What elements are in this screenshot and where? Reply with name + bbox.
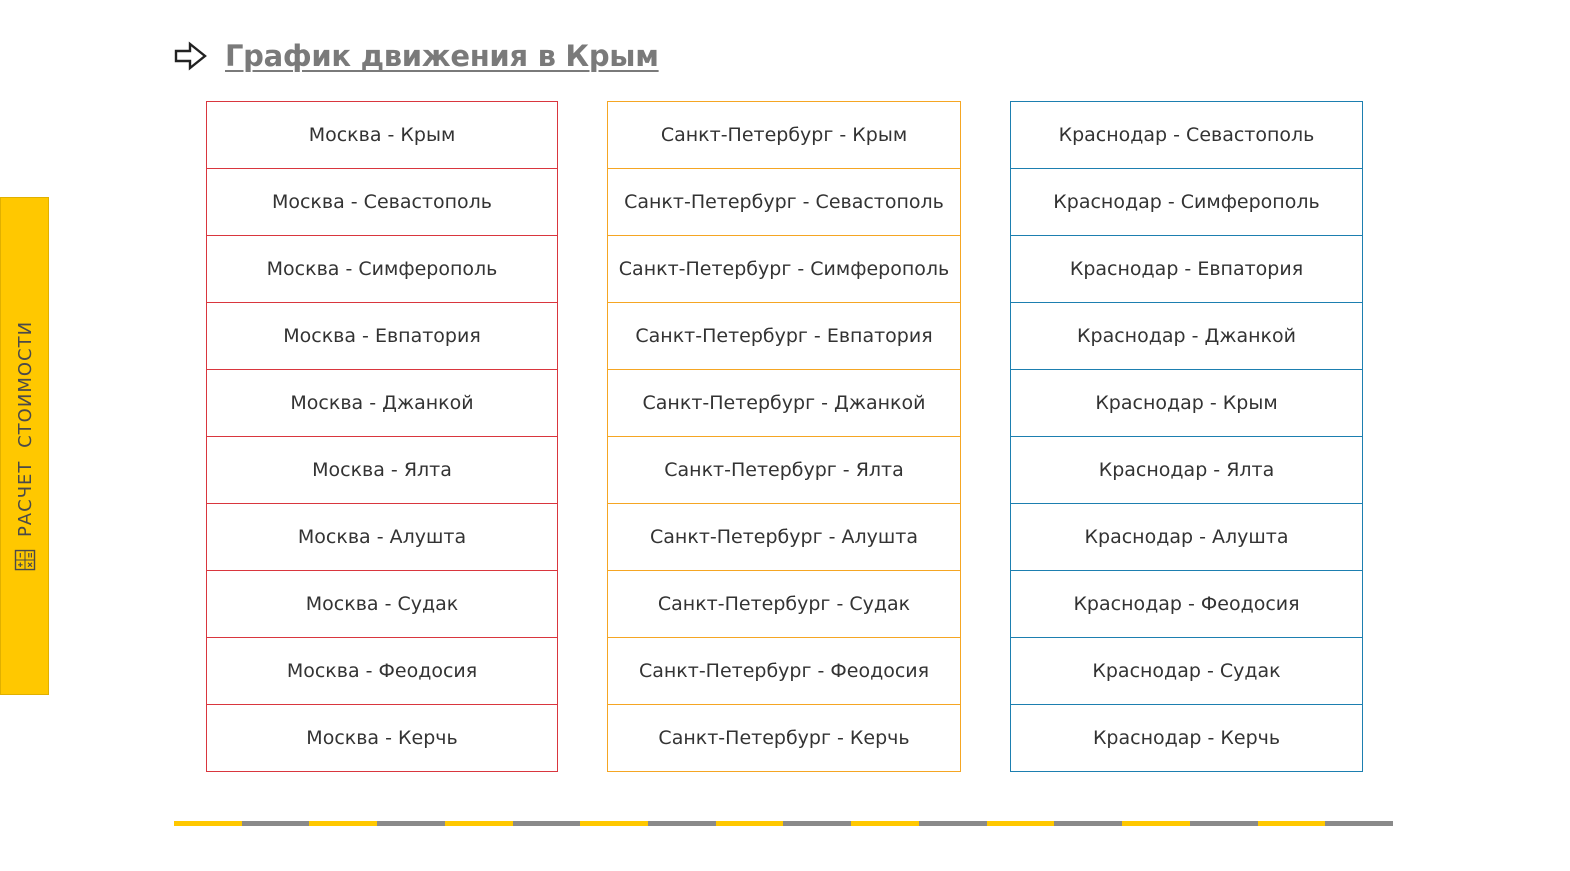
route-spb-yalta[interactable]: Санкт-Петербург - Ялта (608, 437, 960, 504)
route-krasnodar-alushta[interactable]: Краснодар - Алушта (1011, 504, 1362, 571)
route-moscow-sudak[interactable]: Москва - Судак (207, 571, 557, 638)
route-moscow-feodosia[interactable]: Москва - Феодосия (207, 638, 557, 705)
route-moscow-simferopol[interactable]: Москва - Симферополь (207, 236, 557, 303)
route-spb-evpatoria[interactable]: Санкт-Петербург - Евпатория (608, 303, 960, 370)
road-divider-segment (309, 821, 377, 826)
road-divider-segment (580, 821, 648, 826)
spb-routes-column (607, 101, 961, 772)
road-divider-segment (1258, 821, 1326, 826)
route-spb-kerch[interactable]: Санкт-Петербург - Керчь (658, 727, 910, 749)
route-krasnodar-evpatoria[interactable]: Краснодар - Евпатория (1011, 236, 1362, 303)
road-divider-segment (648, 821, 716, 826)
road-divider-segment (445, 821, 513, 826)
road-divider-segment (1054, 821, 1122, 826)
road-divider-segment (513, 821, 581, 826)
route-moscow-sevastopol[interactable]: Москва - Севастополь (207, 169, 557, 236)
route-spb-alushta[interactable]: Санкт-Петербург - Алушта (608, 504, 960, 571)
road-divider-segment (783, 821, 851, 826)
calculator-icon (14, 549, 36, 571)
krasnodar-routes-column (1010, 101, 1363, 772)
page-header (174, 36, 659, 76)
road-divider-segment (242, 821, 310, 826)
road-divider-segment (1122, 821, 1190, 826)
route-krasnodar-kerch[interactable]: Краснодар - Керчь (1092, 727, 1281, 749)
road-divider-segment (919, 821, 987, 826)
moscow-routes-column (206, 101, 558, 772)
cost-calculation-tab-content (14, 321, 36, 571)
road-divider (174, 821, 1393, 826)
route-spb-dzhankoy[interactable]: Санкт-Петербург - Джанкой (608, 370, 960, 437)
road-divider-segment (716, 821, 784, 826)
route-spb-simferopol[interactable]: Санкт-Петербург - Симферополь (608, 236, 960, 303)
route-spb-feodosia[interactable]: Санкт-Петербург - Феодосия (608, 638, 960, 705)
route-spb-sevastopol[interactable]: Санкт-Петербург - Севастополь (608, 169, 960, 236)
road-divider-segment (1190, 821, 1258, 826)
page-title-link[interactable]: График движения в Крым (225, 39, 659, 73)
cost-calculation-tab[interactable] (0, 197, 49, 695)
route-krasnodar-simferopol[interactable]: Краснодар - Симферополь (1011, 169, 1362, 236)
road-divider-segment (377, 821, 445, 826)
route-moscow-crimea[interactable]: Москва - Крым (207, 102, 557, 169)
route-krasnodar-sudak[interactable]: Краснодар - Судак (1011, 638, 1362, 705)
route-moscow-kerch[interactable]: Москва - Керчь (306, 727, 458, 749)
route-spb-sudak[interactable]: Санкт-Петербург - Судак (608, 571, 960, 638)
road-divider-segment (987, 821, 1055, 826)
route-krasnodar-crimea[interactable]: Краснодар - Крым (1011, 370, 1362, 437)
route-krasnodar-sevastopol[interactable]: Краснодар - Севастополь (1011, 102, 1362, 169)
route-moscow-alushta[interactable]: Москва - Алушта (207, 504, 557, 571)
route-krasnodar-dzhankoy[interactable]: Краснодар - Джанкой (1011, 303, 1362, 370)
route-krasnodar-feodosia[interactable]: Краснодар - Феодосия (1011, 571, 1362, 638)
arrow-right-icon (174, 41, 208, 71)
road-divider-segment (174, 821, 242, 826)
route-moscow-dzhankoy[interactable]: Москва - Джанкой (207, 370, 557, 437)
route-krasnodar-yalta[interactable]: Краснодар - Ялта (1011, 437, 1362, 504)
route-moscow-yalta[interactable]: Москва - Ялта (207, 437, 557, 504)
route-spb-crimea[interactable]: Санкт-Петербург - Крым (608, 102, 960, 169)
road-divider-segment (1325, 821, 1393, 826)
road-divider-segment (851, 821, 919, 826)
route-moscow-evpatoria[interactable]: Москва - Евпатория (207, 303, 557, 370)
cost-calculation-label: РАСЧЕТ СТОИМОСТИ (14, 320, 35, 538)
